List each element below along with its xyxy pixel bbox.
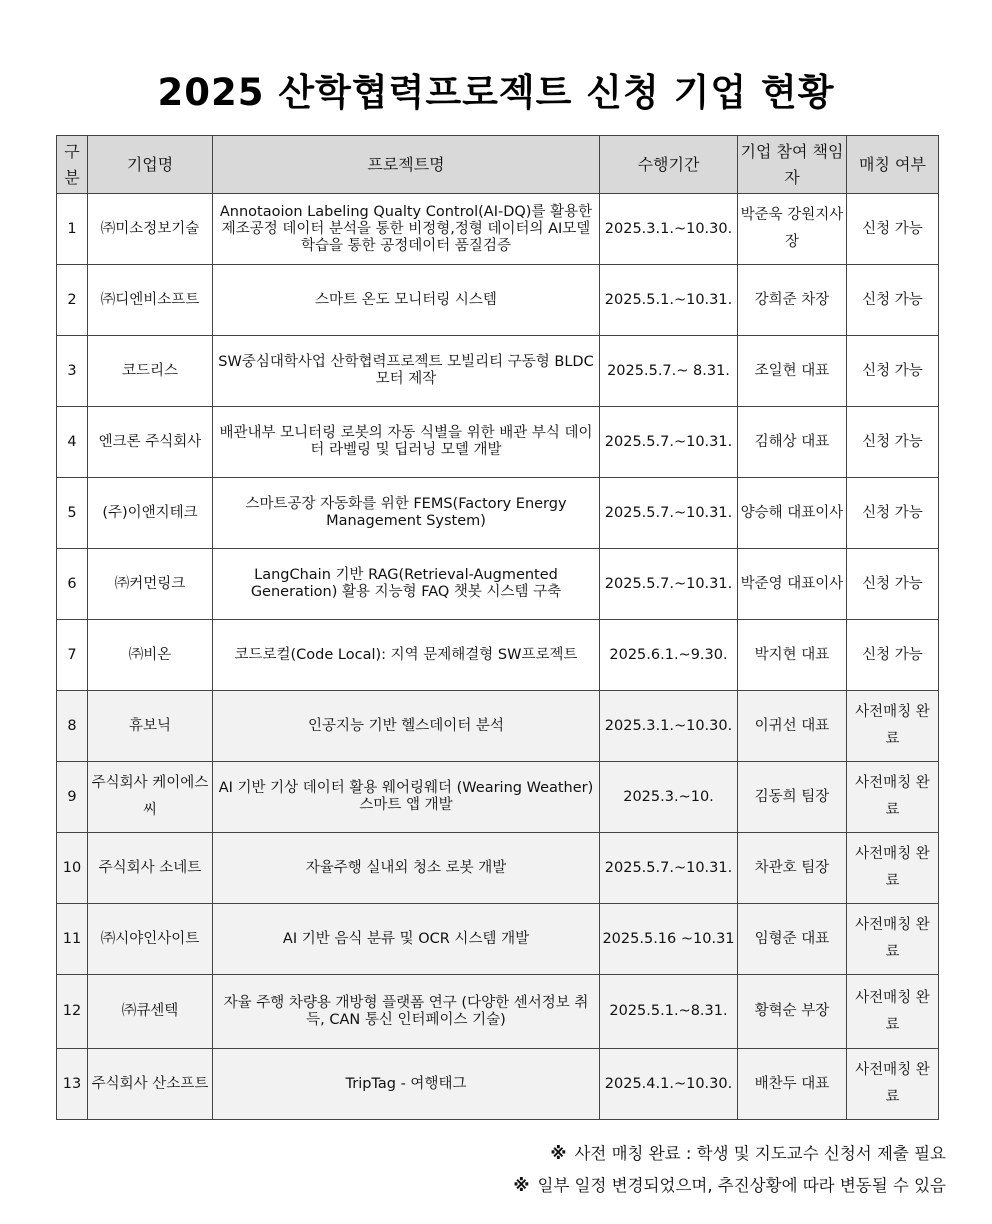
cell-company: ㈜커먼링크 [88, 549, 213, 620]
cell-period: 2025.5.7.~ 8.31. [600, 336, 738, 407]
cell-company: ㈜큐센텍 [88, 975, 213, 1049]
cell-project: Annotaoion Labeling Qualty Control(AI-DQ)를 활용한 제조공정 데이터 분석을 통한 비정형,정형 데이터의 AI모델 학습을 통한 공정데이터 품질검증 [213, 194, 600, 265]
cell-status: 사전매칭 완료 [847, 762, 939, 833]
cell-manager: 박준욱 강원지사장 [738, 194, 847, 265]
cell-company: ㈜비온 [88, 620, 213, 691]
cell-status: 신청 가능 [847, 478, 939, 549]
cell-project: LangChain 기반 RAG(Retrieval-Augmented Generation) 활용 지능형 FAQ 챗봇 시스템 구축 [213, 549, 600, 620]
cell-period: 2025.5.7.~10.31. [600, 549, 738, 620]
header-manager: 기업 참여 책임자 [738, 136, 847, 194]
reference-mark-icon: ※ [513, 1176, 530, 1195]
cell-company: ㈜시야인사이트 [88, 904, 213, 975]
cell-company: (주)이앤지테크 [88, 478, 213, 549]
cell-project: AI 기반 음식 분류 및 OCR 시스템 개발 [213, 904, 600, 975]
cell-company: 주식회사 산소프트 [88, 1049, 213, 1120]
cell-project: 자율 주행 차량용 개방형 플랫폼 연구 (다양한 센서정보 취득, CAN 통신 인터페이스 기술) [213, 975, 600, 1049]
cell-no: 2 [57, 265, 88, 336]
cell-period: 2025.5.7.~10.31. [600, 478, 738, 549]
cell-project: 자율주행 실내외 청소 로봇 개발 [213, 833, 600, 904]
table-row [57, 975, 939, 1049]
cell-manager: 김해상 대표 [738, 407, 847, 478]
cell-status: 사전매칭 완료 [847, 1049, 939, 1120]
cell-project: AI 기반 기상 데이터 활용 웨어링웨더 (Wearing Weather) 스마트 앱 개발 [213, 762, 600, 833]
header-project: 프로젝트명 [213, 136, 600, 194]
cell-period: 2025.5.1.~10.31. [600, 265, 738, 336]
cell-manager: 양승해 대표이사 [738, 478, 847, 549]
header-status: 매칭 여부 [847, 136, 939, 194]
table-row [57, 762, 939, 833]
table-row [57, 904, 939, 975]
cell-period: 2025.5.16 ~10.31 [600, 904, 738, 975]
cell-no: 4 [57, 407, 88, 478]
cell-manager: 조일현 대표 [738, 336, 847, 407]
footnote-text: 일부 일정 변경되었으며, 추진상황에 따라 변동될 수 있음 [537, 1176, 946, 1195]
footnotes [513, 1138, 946, 1202]
cell-company: 코드리스 [88, 336, 213, 407]
cell-company: 휴보닉 [88, 691, 213, 762]
cell-status: 사전매칭 완료 [847, 691, 939, 762]
cell-status: 신청 가능 [847, 407, 939, 478]
cell-no: 11 [57, 904, 88, 975]
header-company: 기업명 [88, 136, 213, 194]
page-title: 2025 산학협력프로젝트 신청 기업 현황 [157, 71, 835, 114]
cell-no: 6 [57, 549, 88, 620]
cell-no: 3 [57, 336, 88, 407]
table-row [57, 265, 939, 336]
table-row [57, 549, 939, 620]
cell-company: 주식회사 케이에스씨 [88, 762, 213, 833]
footnote-matching [513, 1138, 946, 1170]
cell-period: 2025.3.~10. [600, 762, 738, 833]
table-row [57, 691, 939, 762]
table-row [57, 407, 939, 478]
cell-manager: 배찬두 대표 [738, 1049, 847, 1120]
cell-status: 사전매칭 완료 [847, 833, 939, 904]
table-row [57, 336, 939, 407]
cell-project: SW중심대학사업 산학협력프로젝트 모빌리티 구동형 BLDC 모터 제작 [213, 336, 600, 407]
cell-manager: 임형준 대표 [738, 904, 847, 975]
cell-status: 신청 가능 [847, 620, 939, 691]
footnote-schedule [513, 1170, 946, 1202]
cell-status: 사전매칭 완료 [847, 904, 939, 975]
table-row [57, 833, 939, 904]
cell-period: 2025.6.1.~9.30. [600, 620, 738, 691]
cell-status: 신청 가능 [847, 549, 939, 620]
cell-company: 주식회사 소네트 [88, 833, 213, 904]
cell-project: 스마트공장 자동화를 위한 FEMS(Factory Energy Management System) [213, 478, 600, 549]
cell-manager: 황혁순 부장 [738, 975, 847, 1049]
table-row [57, 620, 939, 691]
table-header-row [57, 136, 939, 194]
cell-no: 13 [57, 1049, 88, 1120]
cell-status: 사전매칭 완료 [847, 975, 939, 1049]
table-row [57, 1049, 939, 1120]
cell-no: 5 [57, 478, 88, 549]
cell-project: 인공지능 기반 헬스데이터 분석 [213, 691, 600, 762]
cell-company: ㈜디엔비소프트 [88, 265, 213, 336]
cell-project: 코드로컬(Code Local): 지역 문제해결형 SW프로젝트 [213, 620, 600, 691]
cell-period: 2025.3.1.~10.30. [600, 691, 738, 762]
cell-status: 신청 가능 [847, 194, 939, 265]
cell-no: 9 [57, 762, 88, 833]
cell-manager: 박지현 대표 [738, 620, 847, 691]
cell-manager: 김동희 팀장 [738, 762, 847, 833]
header-period: 수행기간 [600, 136, 738, 194]
cell-period: 2025.5.7.~10.31. [600, 407, 738, 478]
cell-no: 12 [57, 975, 88, 1049]
cell-project: 스마트 온도 모니터링 시스템 [213, 265, 600, 336]
cell-manager: 이귀선 대표 [738, 691, 847, 762]
cell-company: 엔크론 주식회사 [88, 407, 213, 478]
cell-period: 2025.3.1.~10.30. [600, 194, 738, 265]
cell-manager: 차관호 팀장 [738, 833, 847, 904]
footnote-text: 사전 매칭 완료 : 학생 및 지도교수 신청서 제출 필요 [574, 1144, 946, 1163]
cell-project: 배관내부 모니터링 로봇의 자동 식별을 위한 배관 부식 데이터 라벨링 및 딥러닝 모델 개발 [213, 407, 600, 478]
header-no: 구분 [57, 136, 88, 194]
cell-no: 8 [57, 691, 88, 762]
cell-status: 신청 가능 [847, 265, 939, 336]
company-table [56, 135, 939, 1120]
cell-manager: 강희준 차장 [738, 265, 847, 336]
cell-period: 2025.5.7.~10.31. [600, 833, 738, 904]
table-row [57, 478, 939, 549]
reference-mark-icon: ※ [550, 1144, 567, 1163]
cell-manager: 박준영 대표이사 [738, 549, 847, 620]
table-row [57, 194, 939, 265]
cell-status: 신청 가능 [847, 336, 939, 407]
cell-no: 10 [57, 833, 88, 904]
cell-no: 1 [57, 194, 88, 265]
cell-period: 2025.4.1.~10.30. [600, 1049, 738, 1120]
cell-period: 2025.5.1.~8.31. [600, 975, 738, 1049]
cell-no: 7 [57, 620, 88, 691]
cell-project: TripTag - 여행태그 [213, 1049, 600, 1120]
cell-company: ㈜미소정보기술 [88, 194, 213, 265]
